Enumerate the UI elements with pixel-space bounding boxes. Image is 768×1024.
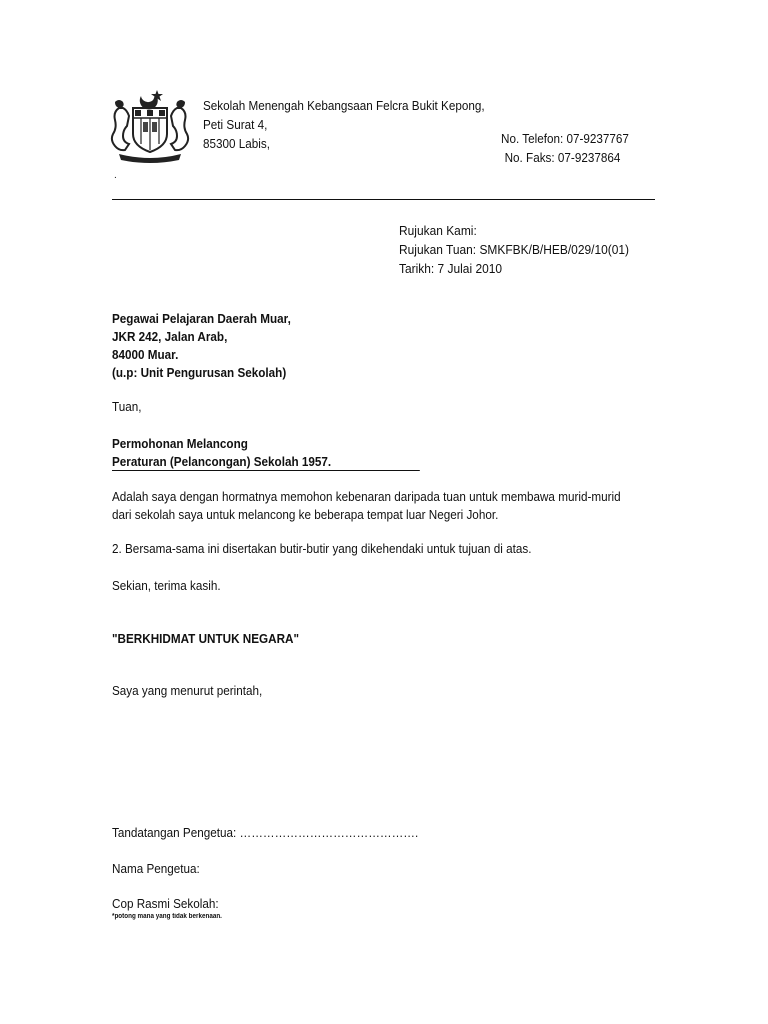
letter-date: Tarikh: 7 Julai 2010 [399, 261, 503, 276]
principal-name-line: Nama Pengetua: [112, 861, 200, 876]
letterhead-divider [112, 199, 655, 200]
salutation: Tuan, [112, 399, 142, 414]
motto: "BERKHIDMAT UNTUK NEGARA" [112, 631, 300, 646]
your-reference: Rujukan Tuan: SMKFBK/B/HEB/029/10(01) [399, 242, 630, 257]
body-paragraph-1 [112, 488, 621, 524]
po-box: Peti Surat 4, [203, 117, 268, 132]
official-stamp-line: Cop Rasmi Sekolah: [112, 896, 219, 911]
school-name: Sekolah Menengah Kebangsaan Felcra Bukit Kepong, [203, 98, 485, 113]
subject-heading [112, 435, 420, 471]
subject-line-1: Permohonan Melancong [112, 436, 248, 451]
postcode-city: 85300 Labis, [203, 136, 271, 151]
body-paragraph-2: 2. Bersama-sama ini disertakan butir-butir yang dikehendaki untuk tujuan di atas. [112, 541, 532, 556]
coat-of-arms-icon [105, 86, 195, 166]
paragraph-1-line-1: Adalah saya dengan hormatnya memohon kebenaran daripada tuan untuk membawa murid-murid [112, 489, 621, 504]
reference-block [399, 221, 629, 278]
recipient-address [112, 310, 291, 382]
sign-off: Saya yang menurut perintah, [112, 683, 263, 698]
closing-line: Sekian, terima kasih. [112, 578, 221, 593]
our-reference: Rujukan Kami: [399, 223, 477, 238]
principal-signature-line: Tandatangan Pengetua: ………………………………………. [112, 825, 419, 840]
fax-number: No. Faks: 07-9237864 [504, 150, 621, 165]
recipient-line-2: JKR 242, Jalan Arab, [112, 329, 228, 344]
paragraph-1-line-2: dari sekolah saya untuk melancong ke beberapa tempat luar Negeri Johor. [112, 507, 499, 522]
school-address [203, 96, 485, 153]
footnote: *potong mana yang tidak berkenaan. [112, 913, 222, 920]
dot-mark: . [114, 170, 117, 181]
phone-number: No. Telefon: 07-9237767 [501, 131, 629, 146]
recipient-line-1: Pegawai Pelajaran Daerah Muar, [112, 311, 291, 326]
recipient-line-3: 84000 Muar. [112, 347, 179, 362]
recipient-line-4: (u.p: Unit Pengurusan Sekolah) [112, 365, 287, 380]
school-contact [501, 129, 629, 167]
subject-line-2: Peraturan (Pelancongan) Sekolah 1957. [112, 453, 420, 471]
